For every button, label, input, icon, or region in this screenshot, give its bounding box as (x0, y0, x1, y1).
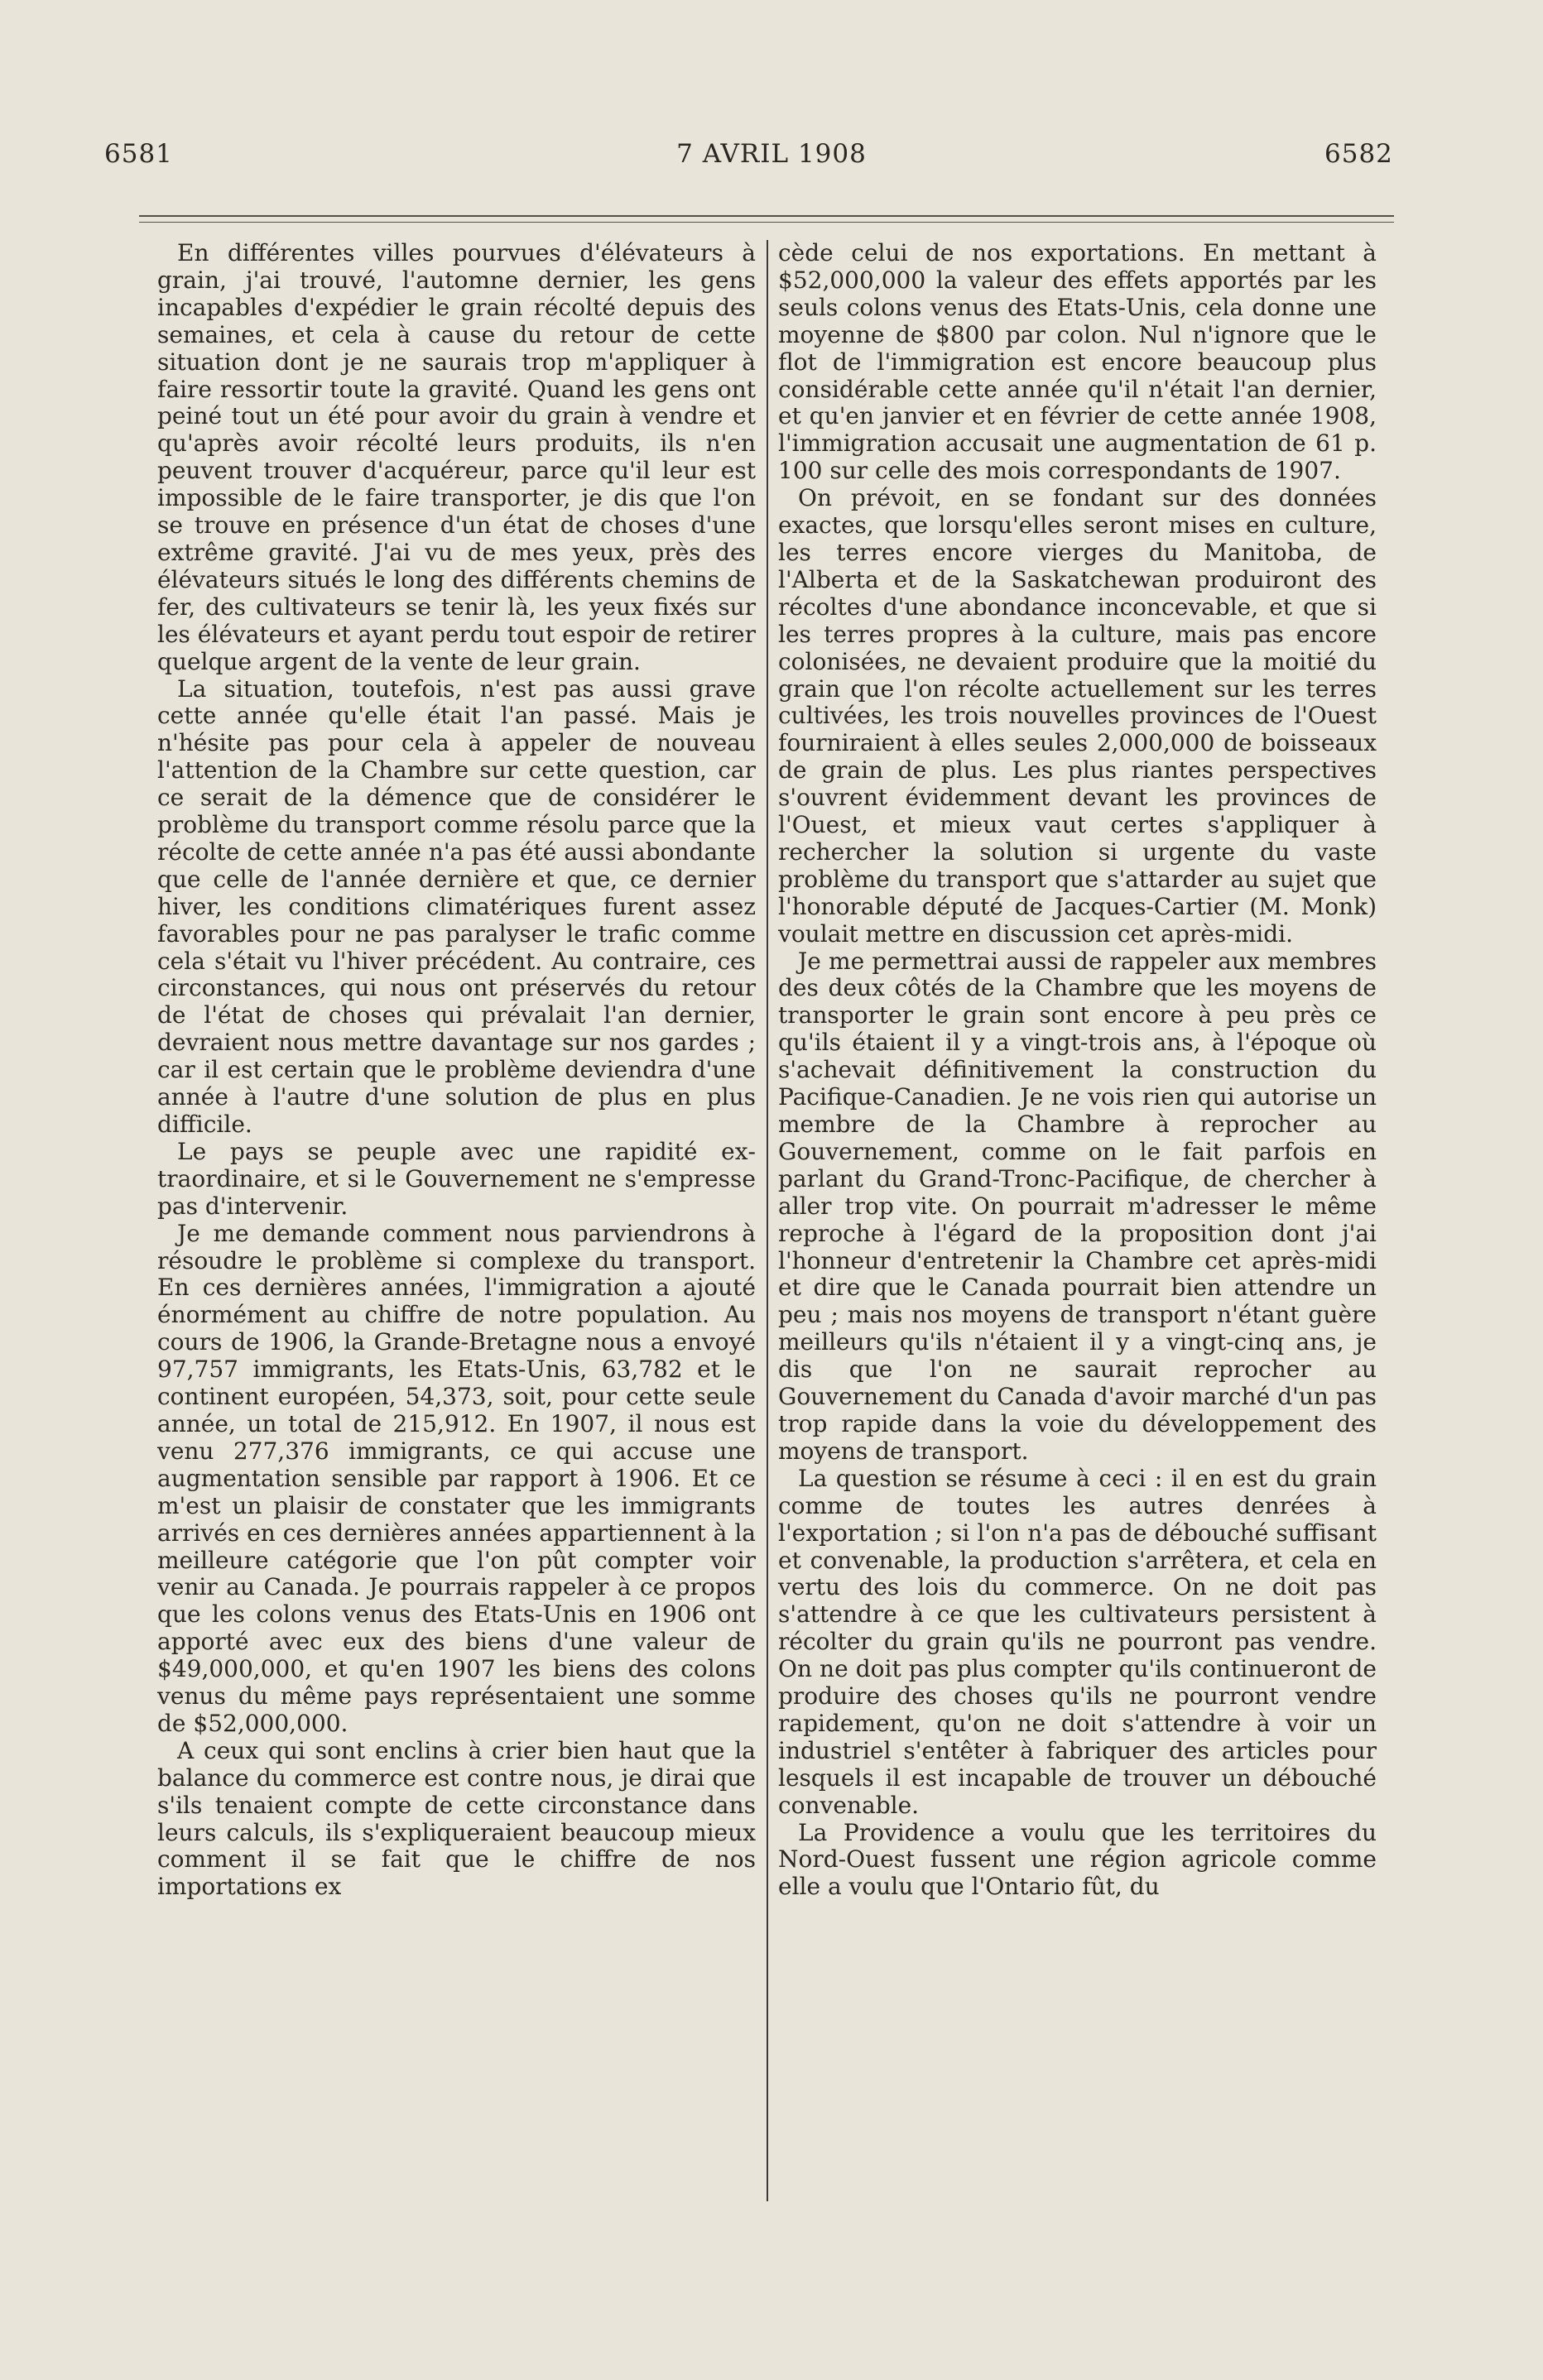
paragraph: On prévoit, en se fondant sur des données exactes, que lorsqu'elles seront mises en culture, les terres encore vierges du Manitoba, de l'Alberta et de la Saskatchewan produiront des récoltes d'une abondance inconcevable, et que si les terres propres à la culture, mais pas encore colonisées, ne devaient produire que la moitié du grain que l'on récolte actuellement sur les terres cultivées, les trois nouvelles provinces de l'Ouest fourniraient à elles seules 2,000,000 de boisseaux de grain de plus. Les plus riantes perspectives s'ouvrent évidemment devant les provinces de l'Ouest, et mieux vaut certes s'appliquer à rechercher la solution si urgente du vaste problème du transport que s'attarder au sujet que l'honorable député de Jacques-Cartier (M. Monk) voulait mettre en discussion cet après-midi. (778, 484, 1377, 948)
paragraph: cède celui de nos exportations. En mettant à $52,000,000 la valeur des effets apportés par les seuls colons venus des Etats-Unis, cela donne une moyenne de $800 par colon. Nul n'ignore que le flot de l'immigration est encore beaucoup plus considérable cette année qu'il n'était l'an dernier, et qu'en janvier et en février de cette année 1908, l'immigration accusait une augmentation de 61 p. 100 sur celle des mois correspondants de 1907. (778, 239, 1377, 485)
header-rule (139, 215, 1394, 217)
right-page-number: 6582 (1324, 139, 1393, 169)
paragraph: La situation, toutefois, n'est pas aussi grave cette année qu'elle était l'an passé. Mais je n'hésite pas pour cela à appeler de nouveau l'attention de la Chambre sur cette question, car ce serait de la démence que de considérer le problème du transport comme résolu parce que la récolte de cette année n'a pas été aussi abondante que celle de l'année dernière et que, ce dernier hiver, les conditions climatériques furent assez favorables pour ne pas paralyser le trafic comme cela s'était vu l'hiver précédent. Au contraire, ces circonstances, qui nous ont préservés du retour de l'état de choses qui prévalait l'an dernier, devraient nous mettre davantage sur nos gardes ; car il est certain que le problème deviendra d'une année à l'autre d'une solution de plus en plus difficile. (157, 674, 756, 1138)
paragraph: Je me permettrai aussi de rappeler aux membres des deux côtés de la Chambre que les moyens de transporter le grain sont encore à peu près ce qu'ils étaient il y a vingt-trois ans, à l'époque où s'achevait définitivement la construction du Pacifique-Canadien. Je ne vois rien qui autorise un membre de la Chambre à reprocher au Gouvernement, comme on le fait parfois en parlant du Grand-Tronc-Pacifique, de chercher à aller trop vite. On pourrait m'adresser le même reproche à l'égard de la proposition dont j'ai l'honneur d'entretenir la Chambre cet après-midi et dire que le Canada pourrait bien attendre un peu ; mais nos moyens de transport n'étant guère meilleurs qu'ils n'étaient il y a vingt-cinq ans, je dis que l'on ne saurait reprocher au Gouvernement du Canada d'avoir marché d'un pas trop rapide dans la voie du développement des moyens de transport. (778, 947, 1377, 1465)
paragraph: La Providence a voulu que les territoires du Nord-Ouest fussent une région agricole comme elle a voulu que l'Ontario fût, du (778, 1818, 1377, 1901)
paragraph: Je me demande comment nous parviendrons à résoudre le problème si complexe du transport. En ces dernières années, l'immigration a ajouté énormément au chiffre de notre population. Au cours de 1906, la Grande-Bretagne nous a envoyé 97,757 immigrants, les Etats-Unis, 63,782 et le continent européen, 54,373, soit, pour cette seule année, un total de 215,912. En 1907, il nous est venu 277,376 immigrants, ce qui accuse une augmentation sensible par rapport à 1906. Et ce m'est un plaisir de constater que les immigrants arrivés en ces dernières années appartiennent à la meilleure catégorie que l'on pût compter voir venir au Canada. Je pourrais rappeler à ce propos que les colons venus des Etats-Unis en 1906 ont apporté avec eux des biens d'une valeur de $49,000,000, et qu'en 1907 les biens des colons venus du même pays représentaient une somme de $52,000,000. (157, 1219, 756, 1737)
page-date: 7 AVRIL 1908 (676, 139, 867, 169)
paragraph: A ceux qui sont enclins à crier bien haut que la balance du commerce est contre nous, je dirai que s'ils tenaient compte de cette circonstance dans leurs calculs, ils s'expliqueraient beaucoup mieux comment il se fait que le chiffre de nos importations ex (157, 1736, 756, 1901)
paragraph: En différentes villes pourvues d'élévateurs à grain, j'ai trouvé, l'automne dernier, les gens incapables d'expédier le grain récolté depuis des semaines, et cela à cause du retour de cette situation dont je ne saurais trop m'appliquer à faire ressortir toute la gravité. Quand les gens ont peiné tout un été pour avoir du grain à vendre et qu'après avoir récolté leurs produits, ils n'en peuvent trouver d'acquéreur, parce qu'il leur est impossible de le faire transporter, je dis que l'on se trouve en présence d'un état de choses d'une extrême gravité. J'ai vu de mes yeux, près des élévateurs situés le long des différents chemins de fer, des cultivateurs se tenir là, les yeux fixés sur les élévateurs et ayant perdu tout espoir de retirer quelque argent de la vente de leur grain. (157, 239, 756, 675)
left-page-number: 6581 (104, 139, 173, 169)
paragraph: Le pays se peuple avec une rapidité extraordinaire, et si le Gouvernement ne s'empresse pas d'intervenir. (157, 1137, 756, 1220)
header-rule-thin (139, 222, 1394, 223)
column-divider (767, 240, 768, 2201)
right-column (778, 240, 1377, 1901)
paragraph: La question se résume à ceci : il en est du grain comme de toutes les autres denrées à l'exportation ; si l'on n'a pas de débouché suffisant et convenable, la production s'arrêtera, et cela en vertu des lois du commerce. On ne doit pas s'attendre à ce que les cultivateurs persistent à récolter du grain qu'ils ne pourront pas vendre. On ne doit pas plus compter qu'ils continueront de produire des choses qu'ils ne pourront vendre rapidement, qu'on ne doit s'attendre à voir un industriel s'entêter à fabriquer des articles pour lesquels il est incapable de trouver un débouché convenable. (778, 1464, 1377, 1819)
left-column (157, 240, 756, 1901)
